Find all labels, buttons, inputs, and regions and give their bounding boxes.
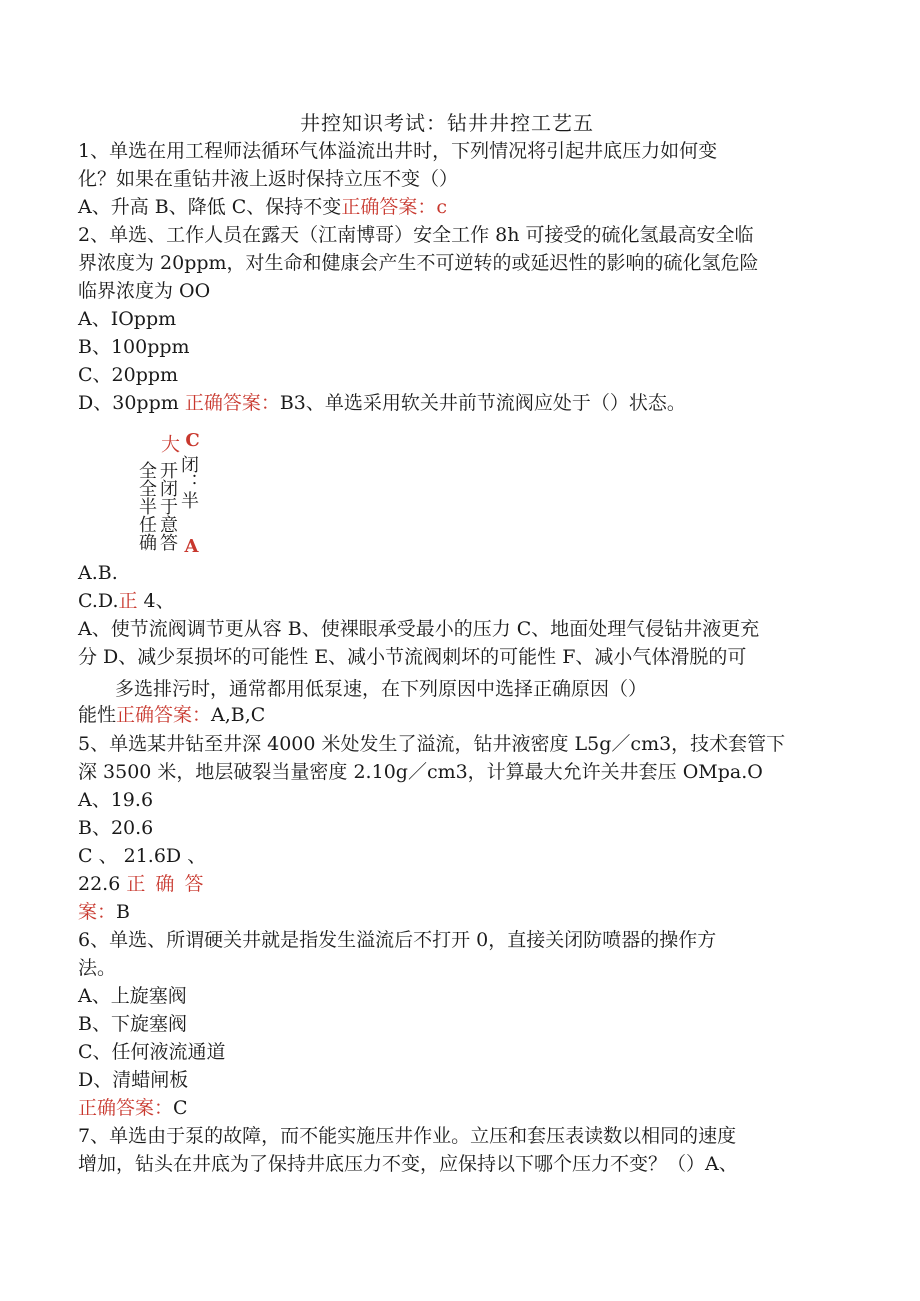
question-6-answer-value: C xyxy=(173,1097,188,1119)
question-3-answer-fragment: 正 xyxy=(118,590,138,612)
question-5-option-b: B、20.6 xyxy=(78,817,154,839)
question-3-options-ab: A.B. xyxy=(78,562,118,584)
question-2-line-2: 界浓度为 20ppm，对生命和健康会产生不可逆转的或延迟性的影响的硫化氢危险 xyxy=(78,252,759,274)
question-5-answer-label-part-1: 正 确 答 xyxy=(126,873,206,895)
question-3-red-mark-a: A xyxy=(181,536,202,557)
question-6-option-b: B、下旋塞阀 xyxy=(78,1013,187,1035)
document-title: 井控知识考试：钻井井控工艺五 xyxy=(300,111,594,135)
question-5-line-1: 5、单选某井钻至井深 4000 米处发生了溢流，钻井液密度 L5g／cm3，技术套管下 xyxy=(78,733,786,755)
question-6-line-1: 6、单选、所谓硬关井就是指发生溢流后不打开 0，直接关闭防喷器的操作方 xyxy=(78,929,717,951)
question-5-option-d-line xyxy=(78,871,205,897)
question-4-stem: 多选排污时，通常都用低泵速，在下列原因中选择正确原因（） xyxy=(115,678,648,700)
question-2-option-d: D、30ppm xyxy=(78,392,179,414)
question-4-line-3 xyxy=(78,702,265,728)
question-4-line-2: 分 D、减少泵损坏的可能性 E、减小节流阀刺坏的可能性 F、减小气体滑脱的可 xyxy=(78,646,747,668)
question-6-line-2: 法。 xyxy=(78,957,117,979)
question-3-red-mark-top: 大 xyxy=(158,434,180,453)
question-3-column-2: 开闭于意答 xyxy=(157,461,178,551)
question-2-option-a: A、IOppm xyxy=(78,308,177,330)
question-6-option-a: A、上旋塞阀 xyxy=(78,985,187,1007)
question-6-answer-label: 正确答案： xyxy=(78,1097,174,1119)
question-2-line-3: 临界浓度为 OO xyxy=(78,280,211,302)
question-2-option-d-line xyxy=(78,390,686,416)
question-7-line-1: 7、单选由于泵的故障，而不能实施压井作业。立压和套压表读数以相同的速度 xyxy=(78,1125,737,1147)
question-3-column-1: 全全半任确 xyxy=(136,461,157,551)
question-2-option-c: C、20ppm xyxy=(78,364,179,386)
question-5-option-cd: C 、 21.6D 、 xyxy=(78,845,207,867)
question-5-line-2: 深 3500 米，地层破裂当量密度 2.10g／cm3，计算最大允许关井套压 OMpa.O xyxy=(78,761,763,783)
question-1-options xyxy=(78,194,447,220)
question-6-answer-line xyxy=(78,1095,188,1121)
question-5-option-a: A、19.6 xyxy=(78,789,154,811)
question-2-answer-label: 正确答案： xyxy=(184,392,280,414)
question-3-stem: 3、单选采用软关井前节流阀应处于（）状态。 xyxy=(293,392,686,414)
question-2-line-1: 2、单选、工作人员在露天（江南博哥）安全工作 8h 可接受的硫化氢最高安全临 xyxy=(78,224,754,246)
question-4-line-3-text: 能性 xyxy=(78,704,117,726)
question-2-answer-value: B xyxy=(279,392,294,414)
question-3-options-cd-line xyxy=(78,588,175,614)
question-4-answer-label: 正确答案： xyxy=(116,704,212,726)
question-7-line-2: 增加，钻头在井底为了保持井底压力不变，应保持以下哪个压力不变？（）A、 xyxy=(78,1153,738,1175)
question-5-answer-label-part-2: 案： xyxy=(78,901,117,923)
question-5-answer-line xyxy=(78,899,130,925)
question-3-options-cd: C.D. xyxy=(78,590,119,612)
question-6-option-d: D、清蜡闸板 xyxy=(78,1069,189,1091)
question-4-answer-value: A,B,C xyxy=(211,704,266,726)
question-1-line-2: 化？如果在重钻井液上返时保持立压不变（） xyxy=(78,168,459,190)
question-1-line-1: 1、单选在用工程师法循环气体溢流出井时，下列情况将引起井底压力如何变 xyxy=(78,140,718,162)
question-1-answer-label: 正确答案： xyxy=(341,196,437,218)
question-5-answer-value: B xyxy=(116,901,130,923)
question-4-number: 4、 xyxy=(137,590,175,612)
question-4-line-1: A、使节流阀调节更从容 B、使裸眼承受最小的压力 C、地面处理气侵钻井液更充 xyxy=(78,618,760,640)
question-1-options-text: A、升高 B、降低 C、保持不变 xyxy=(78,196,342,218)
question-6-option-c: C、任何液流通道 xyxy=(78,1041,226,1063)
question-1-answer-value: c xyxy=(436,196,447,218)
question-3-column-4: 闭：半 xyxy=(178,455,199,509)
question-5-option-d-value: 22.6 xyxy=(78,873,121,895)
question-2-option-b: B、100ppm xyxy=(78,336,190,358)
question-3-red-mark-c: C xyxy=(182,430,203,451)
